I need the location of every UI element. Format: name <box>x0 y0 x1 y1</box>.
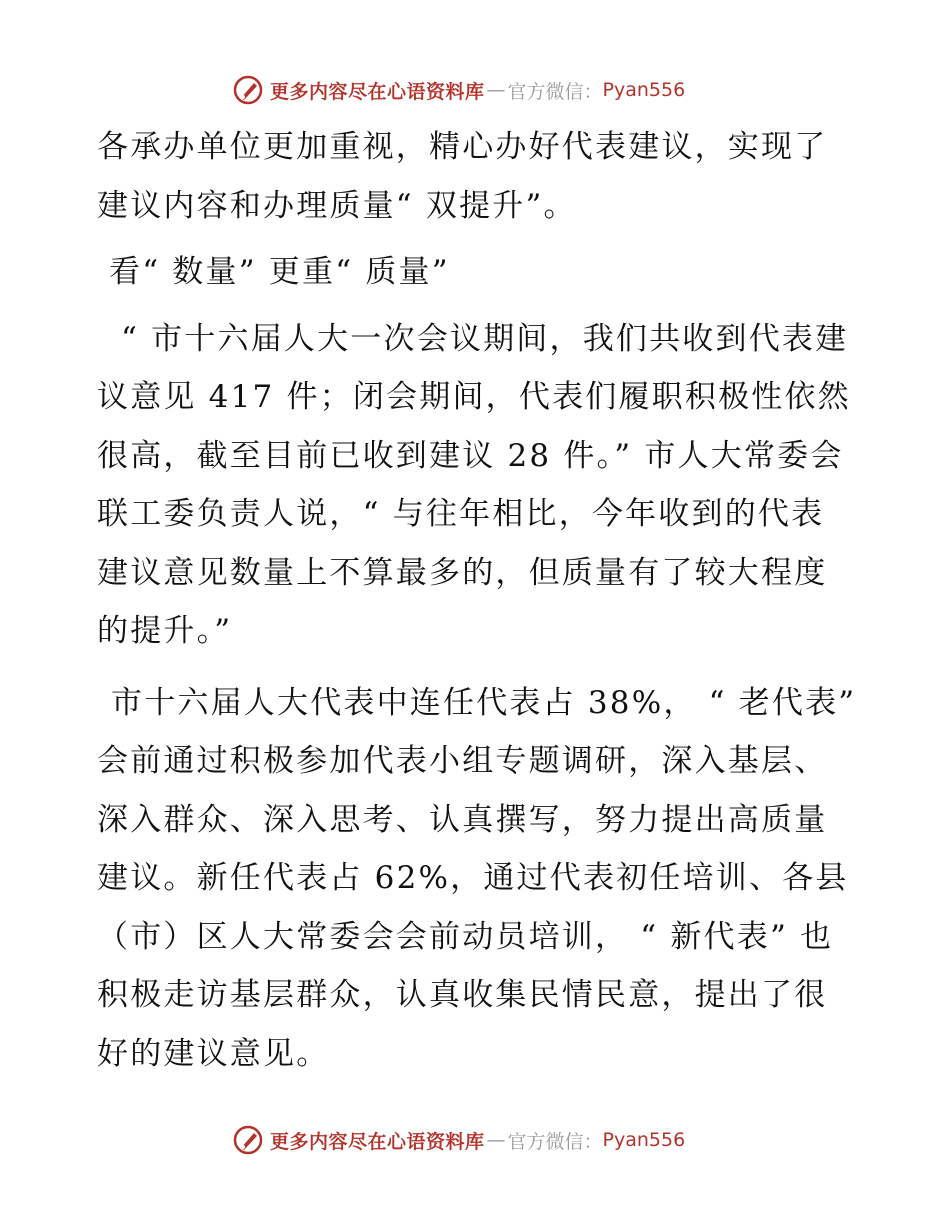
watermark-label: 官方微信： <box>507 80 603 103</box>
watermark-site-text: 更多内容尽在心语资料库 <box>270 80 485 103</box>
watermark-account: Pyan556 <box>602 79 686 101</box>
header-watermark <box>232 72 752 108</box>
footer-watermark <box>232 1122 752 1158</box>
section-heading: 看“ 数量” 更重“ 质量” <box>109 254 450 290</box>
watermark-account: Pyan556 <box>602 1129 686 1151</box>
watermark-site-text: 更多内容尽在心语资料库 <box>270 1130 485 1153</box>
paragraph-2: “ 市十六届人大一次会议期间，我们共收到代表建议意见 417 件；闭会期间，代表们履职积极性依然很高，截至目前已收到建议 28 件。” 市人大常委会联工委负责人说，“ 与往年相比，今年收到的代表建议意见数量上不算最多的，但质量有了较大程度的提升。” <box>97 320 851 649</box>
paragraph-3: 市十六届人大代表中连任代表占 38%， “ 老代表” 会前通过积极参加代表小组专题调研，深入基层、深入群众、深入思考、认真撰写，努力提出高质量建议。新任代表占 62%，通过代表初任培训、各县（市）区人大常委会会前动员培训， “ 新代表” 也积极走访基层群众，认真收集民情民意，提出了很好的建议意见。 <box>97 684 857 1072</box>
pen-logo-icon <box>232 74 264 106</box>
watermark-dash: — <box>486 79 506 101</box>
paragraph-1: 各承办单位更加重视，精心办好代表建议，实现了建议内容和办理质量“ 双提升”。 <box>97 129 828 224</box>
document-body <box>97 118 857 1083</box>
pen-logo-icon <box>232 1124 264 1156</box>
watermark-dash: — <box>486 1129 506 1151</box>
watermark-label: 官方微信： <box>507 1130 603 1153</box>
